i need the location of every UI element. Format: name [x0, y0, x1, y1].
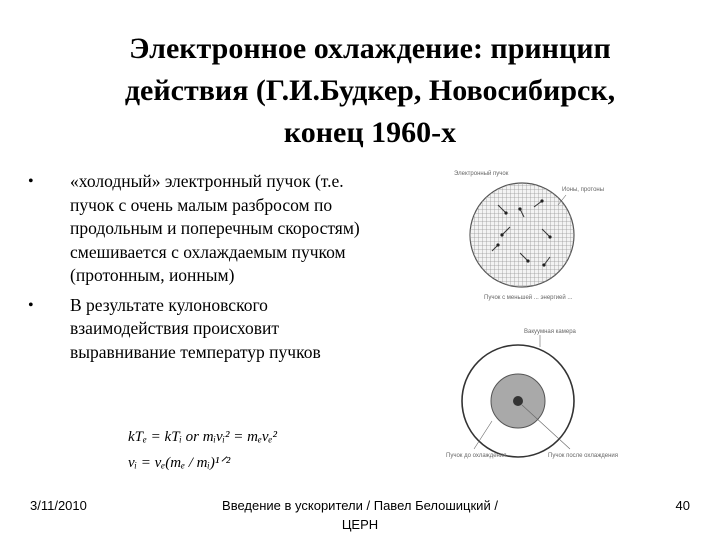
- figure-label-vacuum-chamber: Вакуумная камера: [524, 329, 576, 335]
- slide-title: [60, 28, 680, 154]
- title-line-3: конец 1960-х: [283, 116, 457, 149]
- vacuum-chamber-diagram: [440, 325, 620, 470]
- bullet-dot-icon: •: [28, 173, 34, 190]
- title-line-2: действия (Г.И.Будкер, Новосибирск,: [124, 74, 616, 107]
- footer-date: 3/11/2010: [30, 498, 87, 513]
- bullet-dot-icon: •: [28, 296, 34, 314]
- footer-center: Введение в ускорители / Павел Белошицкий / ЦЕРН: [222, 498, 498, 532]
- bullet-text-2: В результате кулоновского взаимодействия происховит выравнивание температур пучков: [70, 294, 321, 362]
- title-line-1: Электронное охлаждение: принцип: [129, 32, 611, 65]
- formula-line-2: vᵢ = vₑ(mₑ / mᵢ)¹ᐟ²: [128, 455, 231, 471]
- figure-label-after-cooling: Пучок после охлаждения: [548, 453, 619, 459]
- formula-line-1: kTₑ = kTᵢ or mᵢvᵢ² = mₑvₑ²: [128, 429, 277, 445]
- figure-label-electron-beam: Электронный пучок: [454, 171, 509, 177]
- bullet-item-2: [28, 294, 368, 365]
- figure-label-beam: Пучок с меньшей ... энергией ...: [484, 295, 573, 301]
- figure-label-before-cooling: Пучок до охлаждения: [446, 453, 507, 459]
- page-number: 40: [675, 498, 690, 513]
- figure-label-ions: Ионы, протоны: [562, 187, 605, 193]
- formula-block: [128, 424, 318, 476]
- electron-beam-diagram: [450, 165, 620, 305]
- bullet-text-1: «холодный» электронный пучок (т.е. пучок с очень малым разбросом по продольным и поперечным скоростям) смешивается с охлаждаемым пучком (протонным, ионным): [70, 171, 360, 285]
- beam-after-cooling-dot: [513, 396, 523, 406]
- bullet-item-1: [28, 170, 368, 288]
- bullet-list: [28, 170, 368, 370]
